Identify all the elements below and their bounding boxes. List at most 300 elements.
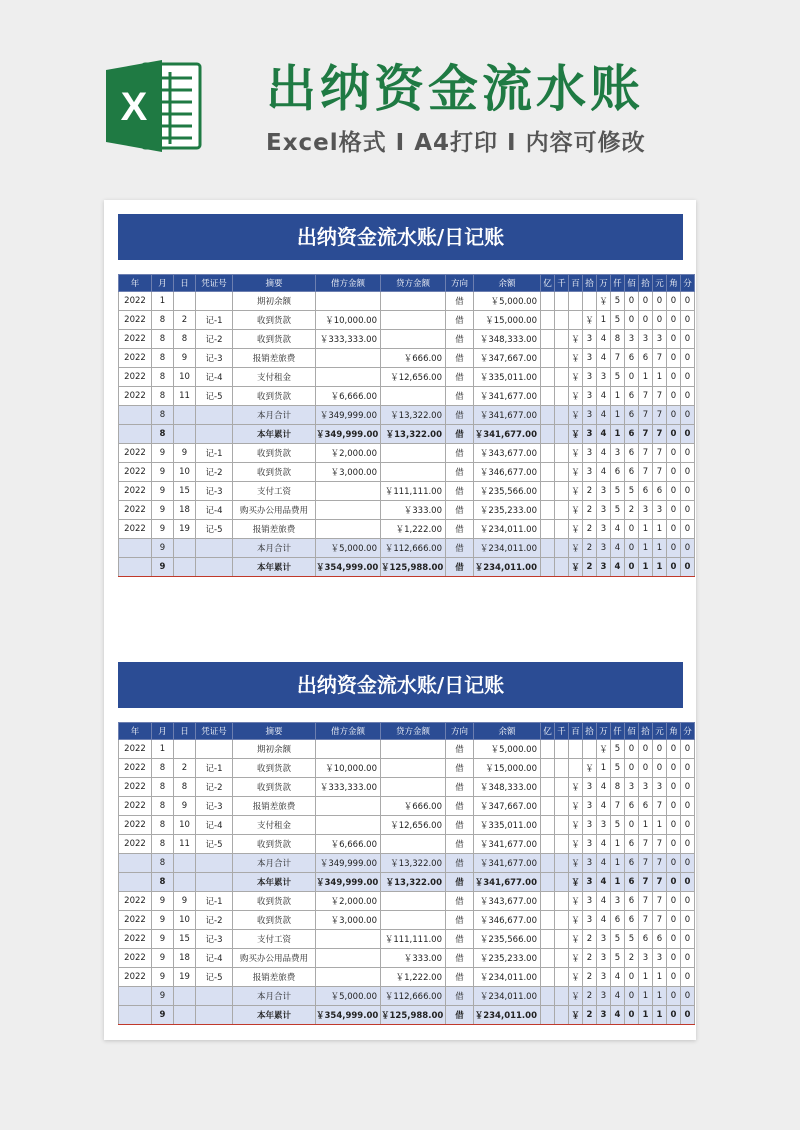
column-header: 贷方金额 <box>381 275 446 292</box>
table-cell: ￥666.00 <box>381 797 446 816</box>
table-cell: 0 <box>639 759 653 778</box>
table-cell: ￥349,999.00 <box>316 873 381 892</box>
table-cell <box>316 368 381 387</box>
table-cell: 0 <box>667 892 681 911</box>
table-cell: 报销差旅费 <box>233 797 316 816</box>
column-header: 佰 <box>625 275 639 292</box>
table-cell: 0 <box>667 759 681 778</box>
table-cell: 借 <box>446 949 474 968</box>
table-cell: 1 <box>611 854 625 873</box>
table-cell: 0 <box>681 444 695 463</box>
table-cell <box>541 520 555 539</box>
table-cell: 9 <box>152 558 174 577</box>
table-cell: 记-4 <box>196 949 233 968</box>
table-cell: 0 <box>625 558 639 577</box>
table-cell: 3 <box>597 539 611 558</box>
table-cell: 收到货款 <box>233 778 316 797</box>
table-cell: 6 <box>625 349 639 368</box>
table-cell: 3 <box>639 330 653 349</box>
hero-banner <box>0 0 800 195</box>
table-cell <box>316 968 381 987</box>
table-cell <box>541 873 555 892</box>
table-cell: 1 <box>653 968 667 987</box>
table-cell: ￥5,000.00 <box>474 292 541 311</box>
table-cell: 1 <box>639 987 653 1006</box>
table-cell: ￥13,322.00 <box>381 406 446 425</box>
table-cell: 记-3 <box>196 482 233 501</box>
table-cell: ￥10,000.00 <box>316 759 381 778</box>
table-cell: ￥ <box>597 740 611 759</box>
table-cell: 借 <box>446 501 474 520</box>
table-cell: 0 <box>625 816 639 835</box>
table-cell: 记-3 <box>196 930 233 949</box>
table-cell <box>119 558 152 577</box>
total-row <box>119 558 695 577</box>
table-cell <box>555 740 569 759</box>
table-cell <box>316 501 381 520</box>
table-cell <box>541 816 555 835</box>
column-header: 角 <box>667 275 681 292</box>
table-cell: ￥ <box>569 949 583 968</box>
table-cell: 9 <box>152 949 174 968</box>
table-cell <box>555 1006 569 1025</box>
table-cell: 本月合计 <box>233 406 316 425</box>
table-cell <box>174 406 196 425</box>
table-cell: 3 <box>653 501 667 520</box>
table-cell <box>196 558 233 577</box>
table-cell: ￥333.00 <box>381 501 446 520</box>
table-cell: ￥ <box>569 911 583 930</box>
table-cell: ￥111,111.00 <box>381 482 446 501</box>
table-cell: 4 <box>597 778 611 797</box>
table-cell: 本年累计 <box>233 425 316 444</box>
table-cell: 15 <box>174 482 196 501</box>
column-header: 千 <box>555 275 569 292</box>
table-cell: 0 <box>667 349 681 368</box>
table-cell: 6 <box>639 797 653 816</box>
table-cell <box>119 873 152 892</box>
column-header: 凭证号 <box>196 723 233 740</box>
table-cell: 购买办公用品费用 <box>233 501 316 520</box>
table-cell: 本月合计 <box>233 987 316 1006</box>
table-cell: ￥ <box>569 968 583 987</box>
table-row <box>119 740 695 759</box>
table-cell: 记-4 <box>196 501 233 520</box>
table-cell: 0 <box>681 311 695 330</box>
table-cell <box>316 520 381 539</box>
table-cell: 0 <box>639 311 653 330</box>
table-row <box>119 759 695 778</box>
table-header-row <box>119 275 695 292</box>
table-cell: 0 <box>625 759 639 778</box>
table-cell: 借 <box>446 987 474 1006</box>
table-cell: 0 <box>681 835 695 854</box>
table-cell: 0 <box>667 873 681 892</box>
table-cell: ￥335,011.00 <box>474 816 541 835</box>
table-cell: 报销差旅费 <box>233 349 316 368</box>
table-cell: 0 <box>681 387 695 406</box>
table-cell <box>541 778 555 797</box>
table-cell: 7 <box>639 835 653 854</box>
table-cell: 0 <box>625 292 639 311</box>
table-cell: 15 <box>174 930 196 949</box>
table-cell: ￥3,000.00 <box>316 463 381 482</box>
table-cell: 1 <box>653 539 667 558</box>
table-cell <box>555 949 569 968</box>
table-cell: ￥111,111.00 <box>381 930 446 949</box>
table-cell <box>555 835 569 854</box>
table-cell: 0 <box>667 987 681 1006</box>
table-cell: 4 <box>597 406 611 425</box>
table-cell: 1 <box>611 873 625 892</box>
table-row <box>119 311 695 330</box>
table-cell: 0 <box>681 816 695 835</box>
table-cell: 3 <box>653 778 667 797</box>
table-cell: ￥13,322.00 <box>381 425 446 444</box>
table-cell: 3 <box>597 816 611 835</box>
table-cell: 借 <box>446 854 474 873</box>
subtotal-row <box>119 854 695 873</box>
table-cell: ￥ <box>569 520 583 539</box>
table-row <box>119 835 695 854</box>
table-cell <box>541 539 555 558</box>
table-cell: 0 <box>667 463 681 482</box>
table-cell: 0 <box>681 292 695 311</box>
table-cell: 4 <box>597 463 611 482</box>
table-cell: 0 <box>681 482 695 501</box>
column-header: 凭证号 <box>196 275 233 292</box>
table-cell: 9 <box>152 911 174 930</box>
table-cell: ￥234,011.00 <box>474 987 541 1006</box>
table-cell: 1 <box>653 558 667 577</box>
table-cell: 0 <box>653 759 667 778</box>
table-cell: 0 <box>681 911 695 930</box>
table-cell <box>555 892 569 911</box>
subtotal-row <box>119 873 695 892</box>
table-cell: 8 <box>174 330 196 349</box>
table-cell: 0 <box>639 292 653 311</box>
table-cell: 1 <box>597 311 611 330</box>
table-cell: 借 <box>446 558 474 577</box>
table-cell: ￥235,233.00 <box>474 949 541 968</box>
table-cell: 7 <box>639 425 653 444</box>
table-cell: 本年累计 <box>233 873 316 892</box>
table-cell: 借 <box>446 740 474 759</box>
table-cell: 2022 <box>119 949 152 968</box>
excel-icon <box>104 58 204 154</box>
column-header: 年 <box>119 275 152 292</box>
table-cell: ￥349,999.00 <box>316 854 381 873</box>
table-cell <box>541 501 555 520</box>
table-cell: 8 <box>152 406 174 425</box>
excel-logo-letter: X <box>120 85 148 129</box>
table-cell: 1 <box>639 1006 653 1025</box>
table-cell <box>196 987 233 1006</box>
table-cell: 4 <box>597 854 611 873</box>
table-cell: 3 <box>583 797 597 816</box>
table-cell: ￥ <box>569 873 583 892</box>
table-cell <box>541 444 555 463</box>
table-cell: ￥333,333.00 <box>316 330 381 349</box>
table-cell: 借 <box>446 482 474 501</box>
table-cell: 2022 <box>119 930 152 949</box>
table-cell: ￥346,677.00 <box>474 911 541 930</box>
table-cell: 3 <box>583 911 597 930</box>
table-cell: ￥ <box>569 330 583 349</box>
table-cell: 3 <box>583 816 597 835</box>
table-cell: 0 <box>681 759 695 778</box>
table-cell: ￥333,333.00 <box>316 778 381 797</box>
table-cell: 5 <box>611 740 625 759</box>
table-cell: ￥5,000.00 <box>316 987 381 1006</box>
table-cell: 5 <box>625 930 639 949</box>
table-cell <box>555 930 569 949</box>
table-cell: 借 <box>446 797 474 816</box>
table-cell: 0 <box>667 311 681 330</box>
table-cell: ￥12,656.00 <box>381 816 446 835</box>
column-header: 元 <box>653 723 667 740</box>
table-cell: 10 <box>174 463 196 482</box>
table-cell: 3 <box>653 330 667 349</box>
table-cell <box>541 463 555 482</box>
table-cell: 0 <box>625 539 639 558</box>
table-cell: 3 <box>583 349 597 368</box>
table-cell <box>541 759 555 778</box>
table-cell: 1 <box>639 539 653 558</box>
table-cell <box>569 311 583 330</box>
table-cell: 借 <box>446 759 474 778</box>
table-cell: ￥ <box>569 349 583 368</box>
table-cell: 9 <box>152 463 174 482</box>
table-cell <box>555 873 569 892</box>
table-cell <box>541 425 555 444</box>
column-header: 日 <box>174 723 196 740</box>
table-cell: ￥ <box>569 406 583 425</box>
table-cell: ￥234,011.00 <box>474 558 541 577</box>
table-cell: 10 <box>174 911 196 930</box>
table-cell: 本年累计 <box>233 1006 316 1025</box>
subtotal-row <box>119 425 695 444</box>
table-cell: 6 <box>625 835 639 854</box>
table-cell: 7 <box>639 911 653 930</box>
table-cell: ￥ <box>569 368 583 387</box>
table-cell <box>583 292 597 311</box>
table-cell: 2022 <box>119 797 152 816</box>
table-cell: 9 <box>174 444 196 463</box>
table-cell: 6 <box>625 873 639 892</box>
table-cell: 9 <box>152 539 174 558</box>
table-cell: ￥13,322.00 <box>381 854 446 873</box>
table-cell <box>541 835 555 854</box>
table-cell: ￥1,222.00 <box>381 968 446 987</box>
table-cell: 收到货款 <box>233 759 316 778</box>
table-cell <box>196 292 233 311</box>
table-row <box>119 949 695 968</box>
table-cell: 5 <box>611 311 625 330</box>
table-cell: 3 <box>639 501 653 520</box>
table-cell: 记-5 <box>196 520 233 539</box>
table-cell <box>541 311 555 330</box>
table-cell: 10 <box>174 816 196 835</box>
table-cell: 8 <box>152 873 174 892</box>
table-cell: 0 <box>667 930 681 949</box>
table-cell <box>555 968 569 987</box>
table-cell: 9 <box>152 987 174 1006</box>
table-cell: 6 <box>639 482 653 501</box>
table-cell: 3 <box>639 949 653 968</box>
table-cell: 2 <box>583 1006 597 1025</box>
table-cell: 0 <box>667 368 681 387</box>
table-cell: 1 <box>639 520 653 539</box>
table-cell: 3 <box>625 778 639 797</box>
table-cell <box>555 987 569 1006</box>
table-cell <box>555 387 569 406</box>
table-cell: 4 <box>597 330 611 349</box>
table-cell: 6 <box>653 482 667 501</box>
table-cell: 0 <box>625 968 639 987</box>
table-header-row <box>119 723 695 740</box>
table-cell: ￥ <box>569 387 583 406</box>
table-cell: 期初余额 <box>233 292 316 311</box>
table-cell: ￥2,000.00 <box>316 892 381 911</box>
table-cell: 记-5 <box>196 968 233 987</box>
table-cell: 9 <box>152 930 174 949</box>
table-cell: 1 <box>611 406 625 425</box>
table-cell: 2 <box>625 949 639 968</box>
table-cell: 记-1 <box>196 444 233 463</box>
table-cell: 2022 <box>119 368 152 387</box>
table-row <box>119 463 695 482</box>
table-cell: 借 <box>446 406 474 425</box>
table-cell: ￥112,666.00 <box>381 539 446 558</box>
column-header: 万 <box>597 275 611 292</box>
table-cell: 0 <box>625 740 639 759</box>
table-cell: 3 <box>583 873 597 892</box>
table-cell <box>381 311 446 330</box>
table-cell: 6 <box>625 854 639 873</box>
column-header: 方向 <box>446 275 474 292</box>
ledger-table <box>118 274 695 577</box>
table-cell: 4 <box>597 911 611 930</box>
table-cell <box>316 349 381 368</box>
table-cell: 收到货款 <box>233 330 316 349</box>
table-cell: 记-4 <box>196 816 233 835</box>
table-cell: 0 <box>681 892 695 911</box>
table-cell <box>555 911 569 930</box>
table-cell <box>569 759 583 778</box>
table-cell: 记-2 <box>196 911 233 930</box>
table-cell: 7 <box>653 463 667 482</box>
table-cell: ￥234,011.00 <box>474 1006 541 1025</box>
table-cell: 0 <box>667 330 681 349</box>
table-cell: 5 <box>625 482 639 501</box>
table-cell: 2 <box>583 968 597 987</box>
table-cell: 6 <box>625 911 639 930</box>
table-cell <box>381 463 446 482</box>
table-row <box>119 368 695 387</box>
table-cell: 2022 <box>119 330 152 349</box>
table-cell: ￥235,566.00 <box>474 482 541 501</box>
table-cell: 0 <box>667 816 681 835</box>
table-cell: 3 <box>597 520 611 539</box>
table-cell <box>316 816 381 835</box>
table-cell: 8 <box>611 778 625 797</box>
table-cell <box>569 740 583 759</box>
table-cell: 7 <box>653 892 667 911</box>
table-cell: 9 <box>152 501 174 520</box>
table-cell: 4 <box>611 539 625 558</box>
table-cell <box>119 406 152 425</box>
table-cell: 记-4 <box>196 368 233 387</box>
table-cell: ￥348,333.00 <box>474 778 541 797</box>
table-cell: 7 <box>653 444 667 463</box>
table-cell: ￥234,011.00 <box>474 520 541 539</box>
table-cell: 0 <box>625 987 639 1006</box>
table-cell: 3 <box>611 892 625 911</box>
table-cell: 8 <box>152 854 174 873</box>
table-cell: 2022 <box>119 501 152 520</box>
table-cell: 借 <box>446 835 474 854</box>
table-cell: 2 <box>583 930 597 949</box>
table-cell: 6 <box>625 463 639 482</box>
column-header: 月 <box>152 723 174 740</box>
table-cell: 3 <box>611 444 625 463</box>
table-cell: ￥15,000.00 <box>474 759 541 778</box>
table-cell: 0 <box>667 778 681 797</box>
table-cell: ￥2,000.00 <box>316 444 381 463</box>
column-header: 借方金额 <box>316 275 381 292</box>
table-cell: 借 <box>446 292 474 311</box>
table-cell: 7 <box>653 873 667 892</box>
table-cell: 2 <box>583 558 597 577</box>
table-cell <box>541 330 555 349</box>
table-cell: 借 <box>446 425 474 444</box>
table-cell <box>555 501 569 520</box>
table-cell <box>555 816 569 835</box>
table-cell <box>381 387 446 406</box>
table-cell: 3 <box>597 1006 611 1025</box>
table-cell: 8 <box>152 835 174 854</box>
table-cell: 6 <box>639 349 653 368</box>
table-cell: 1 <box>639 368 653 387</box>
table-cell: ￥ <box>569 558 583 577</box>
table-cell: ￥347,667.00 <box>474 797 541 816</box>
table-cell <box>541 349 555 368</box>
table-cell: 记-1 <box>196 759 233 778</box>
table-cell: 2022 <box>119 835 152 854</box>
table-cell: 8 <box>152 387 174 406</box>
table-cell: 3 <box>583 368 597 387</box>
table-cell: 6 <box>611 463 625 482</box>
column-header: 借方金额 <box>316 723 381 740</box>
table-cell: ￥15,000.00 <box>474 311 541 330</box>
table-cell: 3 <box>625 330 639 349</box>
column-header: 年 <box>119 723 152 740</box>
table-cell <box>555 854 569 873</box>
table-cell <box>381 778 446 797</box>
table-cell <box>196 406 233 425</box>
table-cell <box>316 482 381 501</box>
table-cell: 2022 <box>119 292 152 311</box>
table-cell <box>541 930 555 949</box>
table-cell: 报销差旅费 <box>233 520 316 539</box>
table-cell: 4 <box>597 873 611 892</box>
table-cell <box>555 330 569 349</box>
table-cell: 0 <box>681 425 695 444</box>
table-cell: 3 <box>583 463 597 482</box>
table-cell: 7 <box>653 911 667 930</box>
table-cell: 报销差旅费 <box>233 968 316 987</box>
